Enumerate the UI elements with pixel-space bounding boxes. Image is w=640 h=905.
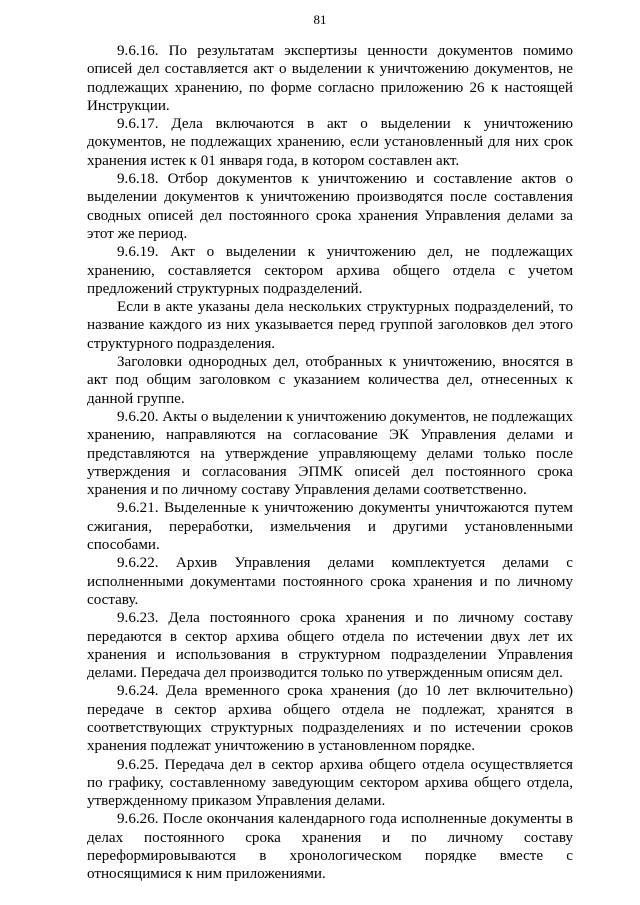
paragraph-9-6-17: 9.6.17. Дела включаются в акт о выделении к уничтожению документов, не подлежащих хранению, если установленный для них срок хранения истек к 01 января года, в котором составлен акт. [87,116,573,169]
page-number: 81 [313,12,327,27]
paragraph-9-6-18: 9.6.18. Отбор документов к уничтожению и составление актов о выделении документов к уничтожению производятся после составления сводных описей дел постоянного срока хранения Управления делами за этот же период. [87,171,573,242]
paragraph-9-6-16: 9.6.16. По результатам экспертизы ценности документов помимо описей дел составляется акт о выделении к уничтожению документов, не подлежащих хранению, по форме согласно приложению 26 к настоящей Инструкции. [87,43,573,114]
paragraph-9-6-23: 9.6.23. Дела постоянного срока хранения и по личному составу передаются в сектор архива общего отдела по истечении двух лет их хранения и использования в структурном подразделении Управления делами. Передача дел производится только по утвержденным описям дел. [87,610,573,682]
paragraph-9-6-21: 9.6.21. Выделенные к уничтожению документы уничтожаются путем сжигания, переработки, измельчения и другими установленными способами. [87,500,573,554]
paragraph-9-6-26: 9.6.26. После окончания календарного года исполненные документы в делах постоянного срока хранения и по личному составу переформировываются в хронологическом порядке вместе с относящимися к ним приложениями. [87,811,573,883]
paragraph-9-6-25: 9.6.25. Передача дел в сектор архива общего отдела осуществляется по графику, составленному заведующим сектором архива общего отдела, утвержденному приказом Управления делами. [87,756,573,810]
paragraph-9-6-19: 9.6.19. Акт о выделении к уничтожению дел, не подлежащих хранению, составляется сектором архива общего отдела с учетом предложений структурных подразделений. [87,244,573,297]
paragraph-9-6-19-subsections: Если в акте указаны дела нескольких структурных подразделений, то название каждого из них указывается перед группой заголовков дел этого структурного подразделения. [87,299,573,352]
paragraph-9-6-20: 9.6.20. Акты о выделении к уничтожению документов, не подлежащих хранению, направляются на согласование ЭК Управления делами и представляются на утверждение управляющему делами только после утверждения и согласования ЭПМК описей дел постоянного срока хранения и по личному составу Управления делами соответственно. [87,408,573,499]
paragraph-9-6-22: 9.6.22. Архив Управления делами комплектуется делами с исполненными документами постоянного срока хранения и по личному составу. [87,555,573,608]
document-body [87,42,573,884]
paragraph-9-6-19-headings: Заголовки однородных дел, отобранных к уничтожению, вносятся в акт под общим заголовком с указанием количества дел, отнесенных к данной группе. [87,354,573,407]
paragraph-9-6-24: 9.6.24. Дела временного срока хранения (до 10 лет включительно) передаче в сектор архива общего отдела не подлежат, хранятся в соответствующих структурных подразделениях и по истечении сроков хранения подлежат уничтожению в установленном порядке. [87,683,573,755]
